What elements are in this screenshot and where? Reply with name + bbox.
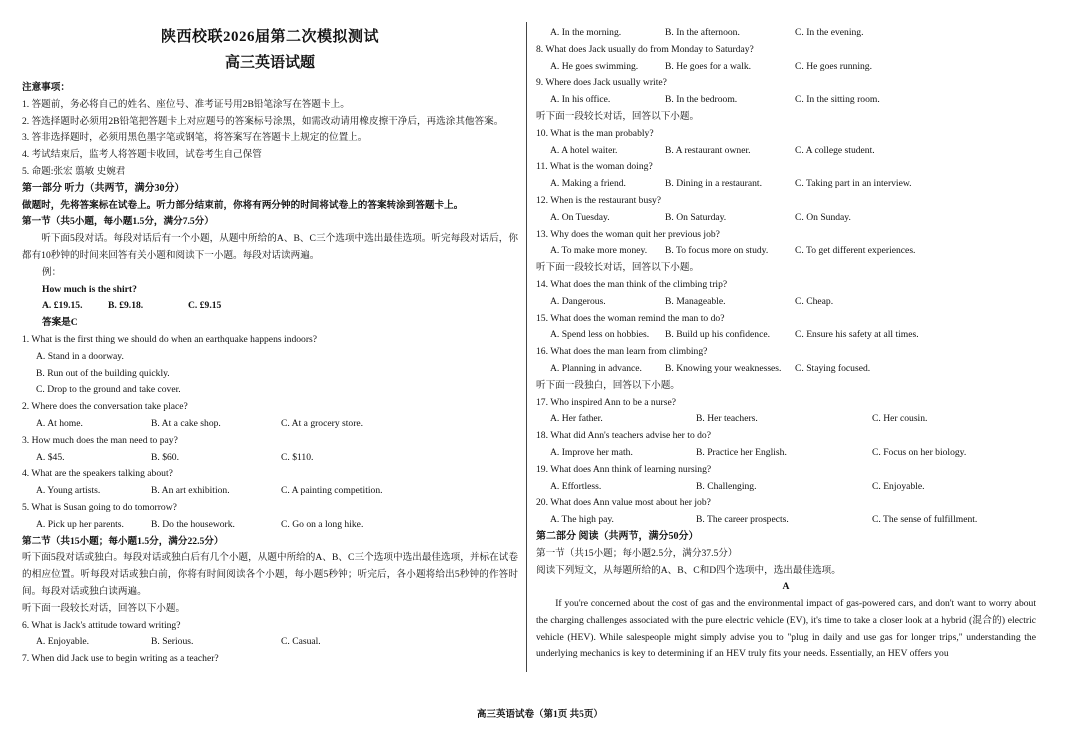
question-3: 3. How much does the man need to pay? xyxy=(22,434,178,446)
q13-option-c: C. To get different experiences. xyxy=(795,245,916,257)
q14-option-a: A. Dangerous. xyxy=(550,295,606,307)
part1-heading: 第一部分 听力（共两节，满分30分） xyxy=(22,182,185,194)
part1-sec2-heading: 第二节（共15小题；每小题1.5分，满分22.5分） xyxy=(22,535,224,547)
left-column xyxy=(22,24,518,668)
q20-option-c: C. The sense of fulfillment. xyxy=(872,514,978,526)
q16-option-c: C. Staying focused. xyxy=(795,362,871,374)
part2-heading: 第二部分 阅读（共两节，满分50分） xyxy=(536,530,699,542)
note-item: 3. 答非选择题时，必须用黑色墨字笔或钢笔，将答案写在答题卡上规定的位置上。 xyxy=(22,132,368,144)
q11-options xyxy=(536,176,1036,193)
part1-sec1-heading: 第一节（共5小题，每小题1.5分，满分7.5分） xyxy=(22,216,214,228)
q1-option-c: C. Drop to the ground and take cover. xyxy=(36,384,181,396)
question-2: 2. Where does the conversation take place? xyxy=(22,401,188,413)
q10-options xyxy=(536,143,1036,160)
example-option-a: A. £19.15. xyxy=(42,300,83,312)
q15-option-b: B. Build up his confidence. xyxy=(665,329,770,341)
q7-options xyxy=(536,25,1036,42)
q5-option-a: A. Pick up her parents. xyxy=(36,518,124,530)
q15-option-a: A. Spend less on hobbies. xyxy=(550,329,650,341)
question-15: 15. What does the woman remind the man to do? xyxy=(536,312,725,324)
q11-option-a: A. Making a friend. xyxy=(550,178,626,190)
q4-options xyxy=(22,483,518,500)
q1-option-a: A. Stand in a doorway. xyxy=(36,350,124,362)
q2-option-c: C. At a grocery store. xyxy=(281,417,364,429)
example-question: How much is the shirt? xyxy=(42,283,137,295)
note-item: 1. 答题前，务必将自己的姓名、座位号、准考证号用2B铅笔涂写在答题卡上。 xyxy=(22,98,350,110)
example-options xyxy=(22,298,518,315)
q3-option-b: B. $60. xyxy=(151,451,179,463)
q14-options xyxy=(536,294,1036,311)
q19-option-c: C. Enjoyable. xyxy=(872,480,925,492)
q14-option-b: B. Manageable. xyxy=(665,295,726,307)
question-8: 8. What does Jack usually do from Monday to Saturday? xyxy=(536,43,754,55)
part2-sec1-heading: 第一节（共15小题；每小题2.5分，满分37.5分） xyxy=(536,547,738,559)
q20-option-a: A. The high pay. xyxy=(550,514,614,526)
q6-options xyxy=(22,634,518,651)
question-1: 1. What is the first thing we should do when an earthquake happens indoors? xyxy=(22,333,318,345)
q7-option-a: A. In the morning. xyxy=(550,27,622,38)
q8-option-a: A. He goes swimming. xyxy=(550,60,639,72)
q17-option-a: A. Her father. xyxy=(550,413,603,425)
part1-sec2-text: 听下面5段对话或独白。每段对话或独白后有几个小题，从题中所给的A、B、C三个选项中选出最佳选项，并标在试卷的相应位置。听每段对话或独白前，你将有时间阅读各个小题，每小题5秒钟；听完后，各小题将给出5秒钟的作答时间。每段对话或独白读两遍。 xyxy=(22,552,518,597)
question-4: 4. What are the speakers talking about? xyxy=(22,468,173,480)
q12-option-a: A. On Tuesday. xyxy=(550,211,610,223)
question-18: 18. What did Ann's teachers advise her to do? xyxy=(536,430,711,442)
long-dialogue-instruction-2: 听下面一段较长对话，回答以下小题。 xyxy=(536,110,700,122)
question-12: 12. When is the restaurant busy? xyxy=(536,194,662,206)
question-5: 5. What is Susan going to do tomorrow? xyxy=(22,501,177,513)
q17-options xyxy=(536,411,1036,428)
question-13: 13. Why does the woman quit her previous job? xyxy=(536,228,720,240)
part1-instruction: 做题时，先将答案标在试卷上。听力部分结束前，你将有两分钟的时间将试卷上的答案转涂到答题卡上。 xyxy=(22,199,464,211)
note-item: 2. 答选择题时必须用2B铅笔把答题卡上对应题号的答案标号涂黑，如需改动请用橡皮擦干净后，再选涂其他答案。 xyxy=(22,115,504,127)
page-footer: 高三英语试卷（第1页 共5页） xyxy=(477,710,603,720)
q3-option-a: A. $45. xyxy=(36,451,65,463)
note-item: 4. 考试结束后，监考人将答题卡收回，试卷考生自己保管 xyxy=(22,149,262,161)
passage-label: A xyxy=(782,581,790,593)
q2-option-b: B. At a cake shop. xyxy=(151,417,221,429)
q9-options xyxy=(536,92,1036,109)
q12-option-c: C. On Sunday. xyxy=(795,211,851,223)
q2-options xyxy=(22,416,518,433)
q12-options xyxy=(536,210,1036,227)
exam-subtitle: 高三英语试题 xyxy=(224,55,315,71)
question-9: 9. Where does Jack usually write? xyxy=(536,77,667,89)
q9-option-c: C. In the sitting room. xyxy=(795,94,880,106)
q3-options xyxy=(22,450,518,467)
question-7: 7. When did Jack use to begin writing as a teacher? xyxy=(22,653,219,665)
question-20: 20. What does Ann value most about her job? xyxy=(536,497,711,509)
q12-option-b: B. On Saturday. xyxy=(665,211,727,223)
q4-option-a: A. Young artists. xyxy=(36,485,101,497)
question-10: 10. What is the man probably? xyxy=(536,127,654,139)
q11-option-c: C. Taking part in an interview. xyxy=(795,178,912,190)
long-dialogue-instruction: 听下面一段较长对话，回答以下小题。 xyxy=(22,602,186,614)
q18-option-a: A. Improve her math. xyxy=(550,446,633,458)
question-6: 6. What is Jack's attitude toward writing? xyxy=(22,619,181,631)
q3-option-c: C. $110. xyxy=(281,451,314,463)
q17-option-b: B. Her teachers. xyxy=(696,413,758,425)
monologue-instruction: 听下面一段独白，回答以下小题。 xyxy=(536,379,680,391)
right-column xyxy=(536,25,1036,663)
q2-option-a: A. At home. xyxy=(36,417,83,429)
q15-options xyxy=(536,327,1036,344)
q11-option-b: B. Dining in a restaurant. xyxy=(665,178,762,190)
q17-option-c: C. Her cousin. xyxy=(872,413,928,425)
q18-option-c: C. Focus on her biology. xyxy=(872,446,967,458)
example-option-c: C. £9.15 xyxy=(188,300,222,312)
q18-options xyxy=(536,445,1036,462)
q16-option-a: A. Planning in advance. xyxy=(550,362,642,374)
question-11: 11. What is the woman doing? xyxy=(536,161,653,173)
q7-option-c: C. In the evening. xyxy=(795,27,864,38)
exam-title: 陕西校联2026届第二次模拟测试 xyxy=(160,29,379,45)
q16-options xyxy=(536,361,1036,378)
q4-option-c: C. A painting competition. xyxy=(281,485,383,497)
q19-option-a: A. Effortless. xyxy=(550,480,602,492)
q6-option-c: C. Casual. xyxy=(281,636,321,648)
notes-heading: 注意事项： xyxy=(22,82,70,93)
q19-option-b: B. Challenging. xyxy=(696,480,757,492)
q9-option-a: A. In his office. xyxy=(550,94,611,106)
q8-option-c: C. He goes running. xyxy=(795,60,873,72)
question-17: 17. Who inspired Ann to be a nurse? xyxy=(536,396,676,408)
q18-option-b: B. Practice her English. xyxy=(696,446,787,458)
q13-option-a: A. To make more money. xyxy=(550,245,648,257)
long-dialogue-instruction-3: 听下面一段较长对话，回答以下小题。 xyxy=(536,262,700,274)
q5-option-c: C. Go on a long hike. xyxy=(281,518,364,530)
part1-sec1-text: 听下面5段对话。每段对话后有一个小题，从题中所给的A、B、C三个选项中选出最佳选项。听完每段对话后，你都有10秒钟的时间来回答有关小题和阅读下一小题。每段对话读两遍。 xyxy=(22,233,518,261)
q16-option-b: B. Knowing your weaknesses. xyxy=(665,362,782,374)
q10-option-a: A. A hotel waiter. xyxy=(550,144,618,156)
q1-option-b: B. Run out of the building quickly. xyxy=(36,367,170,379)
column-divider xyxy=(526,22,527,672)
q9-option-b: B. In the bedroom. xyxy=(665,94,738,106)
q20-option-b: B. The career prospects. xyxy=(696,514,789,526)
q7-option-b: B. In the afternoon. xyxy=(665,27,740,38)
passage-text: If you're concerned about the cost of gas and the environmental impact of gas-powered cars, and don't want to worry about the charging challenges associated with the pure electric vehicle (EV), it's time to take a closer look at a hybrid (混合的) electric vehicle (HEV). While salespeople might simply advise you to "plug in daily and use gas for longer trips," understanding the underlying mechanics is key to determining if an HEV truly fits your needs. Essentially, an HEV offers you xyxy=(536,598,1036,660)
example-label: 例： xyxy=(42,266,62,278)
q10-option-b: B. A restaurant owner. xyxy=(665,144,751,156)
q20-options xyxy=(536,512,1036,529)
question-14: 14. What does the man think of the climbing trip? xyxy=(536,278,728,290)
example-option-b: B. £9.18. xyxy=(108,300,144,312)
q19-options xyxy=(536,479,1036,496)
q6-option-b: B. Serious. xyxy=(151,636,194,648)
q13-option-b: B. To focus more on study. xyxy=(665,245,769,257)
q15-option-c: C. Ensure his safety at all times. xyxy=(795,329,919,341)
q5-options xyxy=(22,517,518,534)
q14-option-c: C. Cheap. xyxy=(795,295,834,307)
note-item: 5. 命题:张宏 翦敏 史婉君 xyxy=(22,165,126,177)
q8-option-b: B. He goes for a walk. xyxy=(665,60,752,72)
example-answer: 答案是C xyxy=(42,317,78,329)
q6-option-a: A. Enjoyable. xyxy=(36,636,90,648)
part2-instruction: 阅读下列短文，从每题所给的A、B、C和D四个选项中，选出最佳选项。 xyxy=(536,564,841,576)
q4-option-b: B. An art exhibition. xyxy=(151,485,230,497)
q10-option-c: C. A college student. xyxy=(795,144,875,156)
question-19: 19. What does Ann think of learning nursing? xyxy=(536,463,712,475)
q5-option-b: B. Do the housework. xyxy=(151,518,235,530)
q13-options xyxy=(536,243,1036,260)
q8-options xyxy=(536,59,1036,76)
question-16: 16. What does the man learn from climbing? xyxy=(536,346,708,358)
